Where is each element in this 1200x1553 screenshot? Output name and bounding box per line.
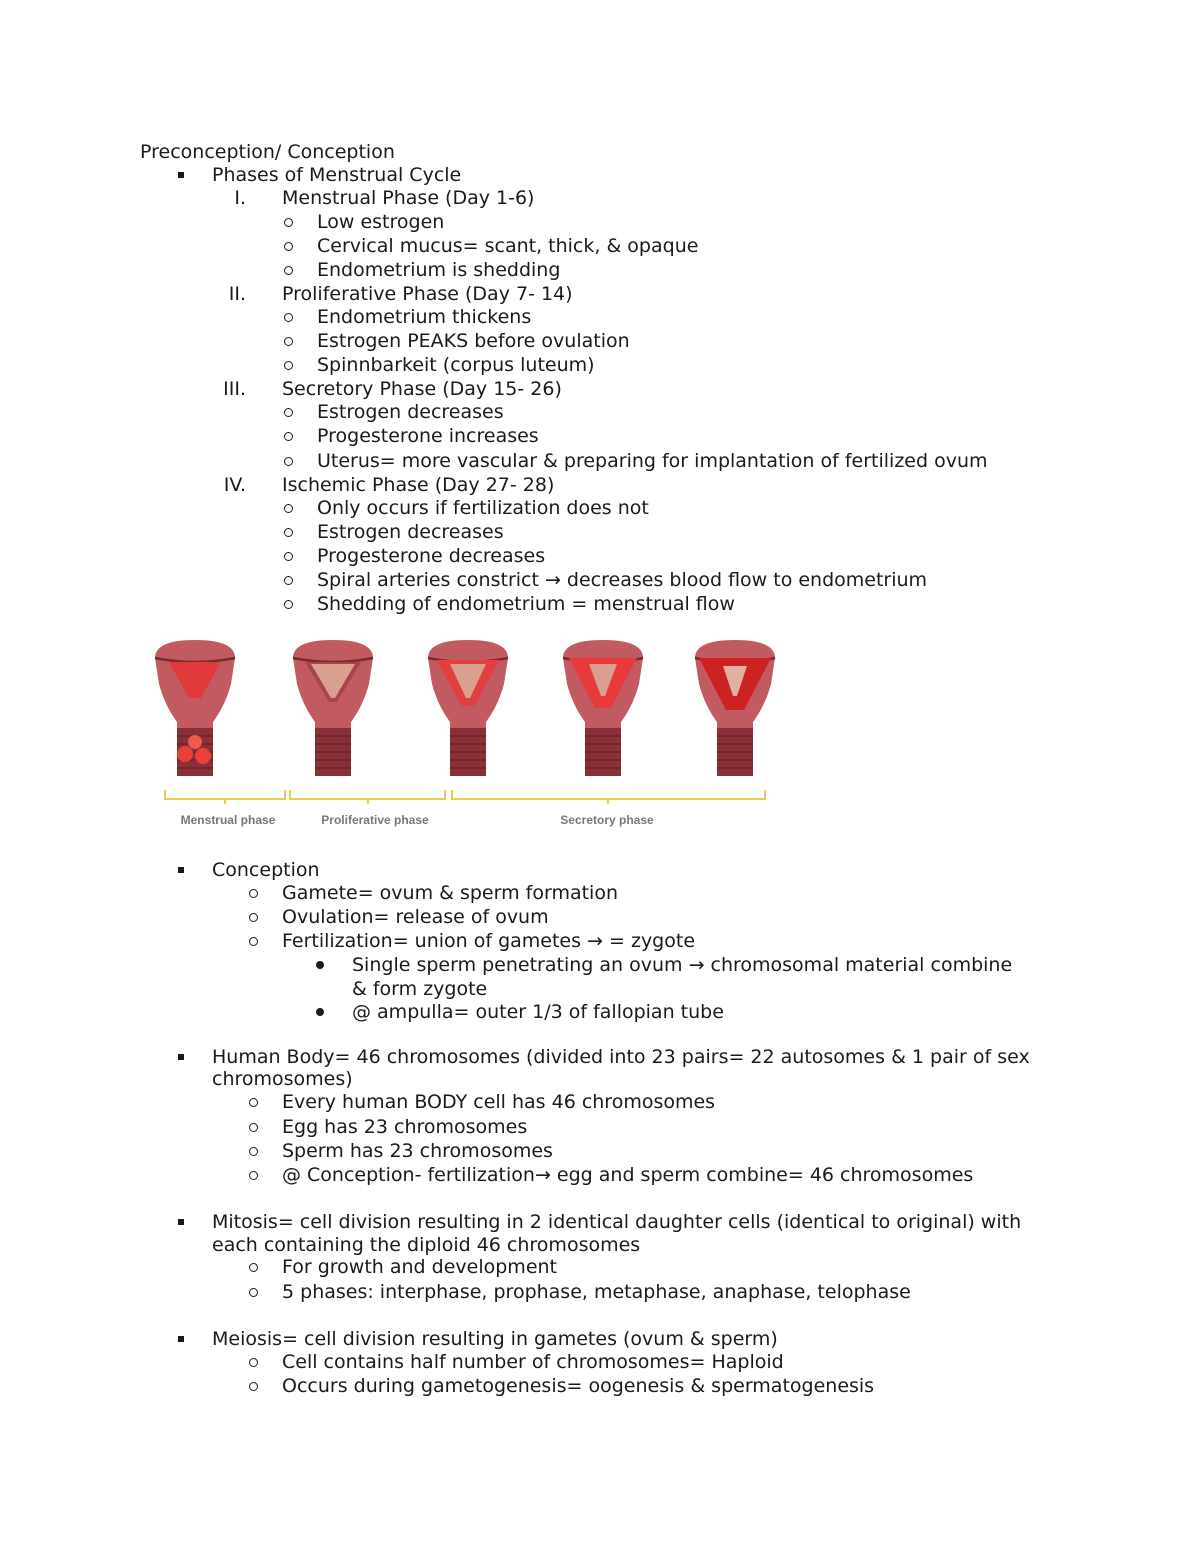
square-bullet <box>178 1054 184 1060</box>
mitosis-heading-cont: each containing the diploid 46 chromosomes <box>212 1234 641 1256</box>
square-bullet <box>178 1219 184 1225</box>
phase-point: Spinnbarkeit (corpus luteum) <box>317 354 595 376</box>
phase-label: Ischemic Phase (Day 27- 28) <box>282 474 555 496</box>
human-body-heading: Human Body= 46 chromosomes (divided into 23 pairs= 22 autosomes & 1 pair of sex <box>212 1046 1030 1068</box>
circle-bullet <box>249 889 258 898</box>
circle-bullet <box>284 600 293 609</box>
circle-bullet <box>284 504 293 513</box>
phase-numeral: IV. <box>223 474 246 496</box>
phase-point: Progesterone decreases <box>317 545 546 567</box>
circle-bullet <box>284 432 293 441</box>
circle-bullet <box>284 218 293 227</box>
circle-bullet <box>284 313 293 322</box>
figure-label-secretory: Secretory phase <box>560 813 654 827</box>
phase-numeral: I. <box>234 187 246 209</box>
conception-subpoint: @ ampulla= outer 1/3 of fallopian tube <box>352 1001 724 1023</box>
circle-bullet <box>284 576 293 585</box>
uterus-secretory-mid <box>563 640 643 776</box>
conception-point: Gamete= ovum & sperm formation <box>282 882 618 904</box>
square-bullet <box>178 172 184 178</box>
meiosis-point: Cell contains half number of chromosomes= Haploid <box>282 1351 784 1373</box>
uterus-secretory-early <box>428 640 508 776</box>
phase-point: Endometrium thickens <box>317 306 532 328</box>
phase-label: Secretory Phase (Day 15- 26) <box>282 378 562 400</box>
bracket-menstrual <box>165 790 285 804</box>
conception-point: Ovulation= release of ovum <box>282 906 549 928</box>
phase-label: Menstrual Phase (Day 1-6) <box>282 187 535 209</box>
circle-bullet <box>284 361 293 370</box>
phase-point: Shedding of endometrium = menstrual flow <box>317 593 735 615</box>
phase-numeral: III. <box>223 378 246 400</box>
meiosis-heading: Meiosis= cell division resulting in gametes (ovum & sperm) <box>212 1328 778 1350</box>
human-body-point: Sperm has 23 chromosomes <box>282 1140 553 1162</box>
circle-bullet <box>284 337 293 346</box>
figure-label-proliferative: Proliferative phase <box>321 813 429 827</box>
bracket-proliferative <box>290 790 445 804</box>
circle-bullet <box>284 266 293 275</box>
uterus-illustration <box>150 636 780 836</box>
circle-bullet <box>284 408 293 417</box>
phase-point: Estrogen decreases <box>317 521 504 543</box>
menstrual-cycle-figure <box>150 636 780 836</box>
uterus-proliferative <box>293 640 373 776</box>
uterus-menstrual <box>155 640 235 776</box>
square-bullet <box>178 1336 184 1342</box>
conception-heading: Conception <box>212 859 320 881</box>
conception-subpoint-cont: & form zygote <box>352 978 488 1000</box>
circle-bullet <box>284 457 293 466</box>
conception-subpoint: Single sperm penetrating an ovum → chromosomal material combine <box>352 954 1013 976</box>
phase-point: Estrogen PEAKS before ovulation <box>317 330 630 352</box>
mitosis-heading: Mitosis= cell division resulting in 2 identical daughter cells (identical to original) with <box>212 1211 1022 1233</box>
meiosis-point: Occurs during gametogenesis= oogenesis & spermatogenesis <box>282 1375 875 1397</box>
circle-bullet <box>249 1358 258 1367</box>
phase-point: Low estrogen <box>317 211 445 233</box>
phase-label: Proliferative Phase (Day 7- 14) <box>282 283 573 305</box>
mitosis-point: For growth and development <box>282 1256 557 1278</box>
human-body-point: @ Conception- fertilization→ egg and sperm combine= 46 chromosomes <box>282 1164 974 1186</box>
phases-heading: Phases of Menstrual Cycle <box>212 164 462 186</box>
phase-point: Progesterone increases <box>317 425 539 447</box>
circle-bullet <box>249 1147 258 1156</box>
phase-point: Only occurs if fertilization does not <box>317 497 649 519</box>
circle-bullet <box>249 1382 258 1391</box>
mitosis-point: 5 phases: interphase, prophase, metaphase, anaphase, telophase <box>282 1281 911 1303</box>
human-body-heading-cont: chromosomes) <box>212 1068 353 1090</box>
circle-bullet <box>249 1123 258 1132</box>
circle-bullet <box>249 1098 258 1107</box>
dot-bullet <box>316 1008 324 1016</box>
phase-point: Cervical mucus= scant, thick, & opaque <box>317 235 699 257</box>
human-body-point: Egg has 23 chromosomes <box>282 1116 528 1138</box>
dot-bullet <box>316 961 324 969</box>
document-title: Preconception/ Conception <box>140 141 395 163</box>
phase-point: Endometrium is shedding <box>317 259 561 281</box>
circle-bullet <box>249 913 258 922</box>
phase-point: Spiral arteries constrict → decreases blood flow to endometrium <box>317 569 928 591</box>
circle-bullet <box>249 937 258 946</box>
circle-bullet <box>284 528 293 537</box>
circle-bullet <box>249 1288 258 1297</box>
conception-point: Fertilization= union of gametes → = zygote <box>282 930 696 952</box>
circle-bullet <box>284 552 293 561</box>
uterus-secretory-late <box>695 640 775 776</box>
circle-bullet <box>249 1263 258 1272</box>
circle-bullet <box>284 242 293 251</box>
circle-bullet <box>249 1171 258 1180</box>
phase-point: Uterus= more vascular & preparing for implantation of fertilized ovum <box>317 450 988 472</box>
square-bullet <box>178 867 184 873</box>
phase-numeral: II. <box>228 283 246 305</box>
human-body-point: Every human BODY cell has 46 chromosomes <box>282 1091 716 1113</box>
figure-label-menstrual: Menstrual phase <box>180 813 276 827</box>
bracket-secretory <box>452 790 765 804</box>
phase-point: Estrogen decreases <box>317 401 504 423</box>
